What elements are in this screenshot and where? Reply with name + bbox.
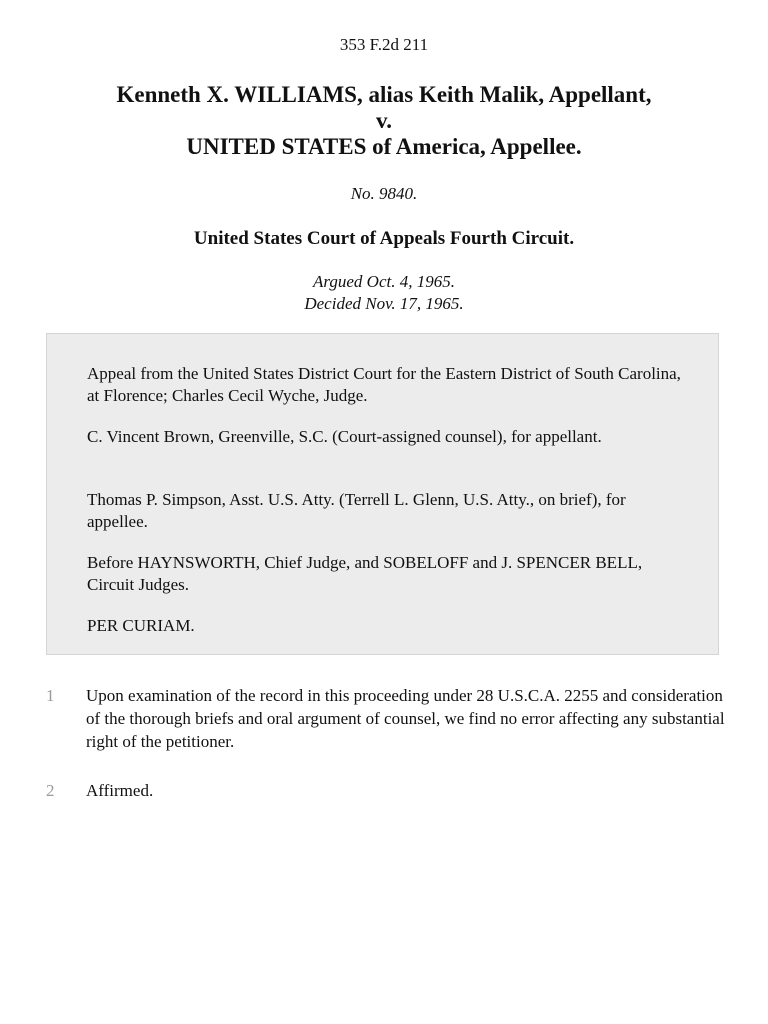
paragraph-number: 1 <box>46 686 55 705</box>
argued-date: Argued Oct. 4, 1965. <box>313 272 455 291</box>
paragraph-number: 2 <box>46 781 55 800</box>
case-title-appellee: UNITED STATES of America, Appellee. <box>186 134 582 159</box>
case-title-appellant: Kenneth X. WILLIAMS, alias Keith Malik, Appellant, <box>116 82 652 107</box>
court-name: United States Court of Appeals Fourth Circuit. <box>193 228 575 249</box>
case-title <box>0 82 768 160</box>
syllabus-panel <box>46 333 719 655</box>
case-dates <box>0 271 768 315</box>
paragraph-text: Upon examination of the record in this proceeding under 28 U.S.C.A. 2255 and consideration of the thorough briefs and oral argument of counsel, we find no error affecting any substantial right of the petitioner. <box>86 686 725 751</box>
decided-date: Decided Nov. 17, 1965. <box>304 294 464 313</box>
per-curiam-label: PER CURIAM. <box>87 616 195 635</box>
docket-number: No. 9840. <box>350 184 418 203</box>
case-citation: 353 F.2d 211 <box>339 35 429 54</box>
appellee-counsel-text: Thomas P. Simpson, Asst. U.S. Atty. (Terrell L. Glenn, U.S. Atty., on brief), for appellee. <box>87 490 626 531</box>
paragraph-text: Affirmed. <box>86 781 154 800</box>
judges-panel-text: Before HAYNSWORTH, Chief Judge, and SOBELOFF and J. SPENCER BELL, Circuit Judges. <box>87 553 643 594</box>
appellant-counsel-text: C. Vincent Brown, Greenville, S.C. (Court-assigned counsel), for appellant. <box>87 427 602 446</box>
appeal-from-text: Appeal from the United States District Court for the Eastern District of South Carolina, at Florence; Charles Cecil Wyche, Judge. <box>87 364 681 405</box>
case-title-versus: v. <box>376 108 392 133</box>
